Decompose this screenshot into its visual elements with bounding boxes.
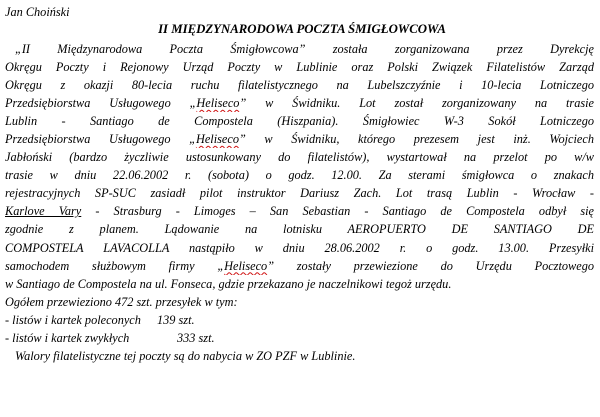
article-title: II MIĘDZYNARODOWA POCZTA ŚMIGŁOWCOWA	[158, 22, 446, 36]
body-line: COMPOSTELA LAVACOLLA nastąpiło w dniu 28.06.2002 r. o godz. 13.00. Przesyłki	[5, 240, 594, 255]
document	[4, 4, 594, 365]
list-item-value: 139 szt.	[157, 312, 195, 327]
spellcheck-word: Heliseco	[195, 132, 239, 147]
list-item-label: - listów i kartek poleconych	[5, 312, 141, 327]
body-line: „II Międzynarodowa Poczta Śmigłowcowa” została zorganizowana przez Dyrekcję	[15, 42, 594, 56]
article-body	[5, 40, 594, 365]
body-line: Przedsiębiorstwa Usługowego „Heliseco” w Świdniku, którego prezesem jest inż. Wojciech	[5, 132, 594, 147]
spellcheck-word: Heliseco	[196, 96, 240, 111]
body-line: samochodem służbowym firmy „Heliseco” zostały przewiezione do Urzędu Pocztowego	[5, 258, 594, 273]
body-line: Przedsiębiorstwa Usługowego „Heliseco” w Świdniku. Lot został zorganizowany na trasie	[5, 96, 594, 111]
body-line: Jabłoński (bardzo życzliwie ustosunkowany do filatelistów), wystartował na przelot po w/w	[5, 150, 594, 165]
body-line: Okręgu Poczty i Rejonowy Urząd Poczty w Lublinie oraz Polski Związek Filatelistów Zarząd	[5, 60, 594, 75]
body-line: rejestracyjnych SP-SUC zasiadł pilot instruktor Dariusz Zach. Lot trasą Lublin - Wrocław -	[5, 186, 594, 201]
body-line: Karlove Vary - Strasburg - Limoges – San Sebastian - Santiago de Compostela odbył się	[5, 204, 594, 219]
spellcheck-word: Heliseco	[224, 258, 268, 273]
underlined-place-name: Karlove Vary	[5, 204, 82, 219]
summary-line: Ogółem przewieziono 472 szt. przesyłek w tym:	[5, 294, 238, 309]
author-name: Jan Choiński	[5, 5, 70, 19]
footer-note: Walory filatelistyczne tej poczty są do nabycia w ZO PZF w Lublinie.	[15, 348, 356, 363]
list-item	[5, 329, 594, 347]
body-line: trasie w dniu 22.06.2002 r. (sobota) o godz. 12.00. Za sterami śmigłowca o znakach	[5, 168, 594, 183]
body-line: w Santiago de Compostela na ul. Fonseca, gdzie przekazano je naczelnikowi tegoż urzędu.	[5, 276, 452, 291]
body-line: Okręgu z okazji 80-lecia ruchu filatelistycznego na Lubelszczyźnie i 10-lecia Lotniczego	[5, 78, 594, 93]
list-item-value: 333 szt.	[177, 330, 215, 345]
list-item	[5, 311, 594, 329]
list-item-label: - listów i kartek zwykłych	[5, 330, 130, 345]
body-line: zgodnie z planem. Lądowanie na lotnisku AEROPUERTO DE SANTIAGO DE	[5, 222, 594, 237]
body-line: Lublin - Santiago de Compostela (Hiszpania). Śmigłowiec W-3 Sokół Lotniczego	[5, 114, 594, 129]
